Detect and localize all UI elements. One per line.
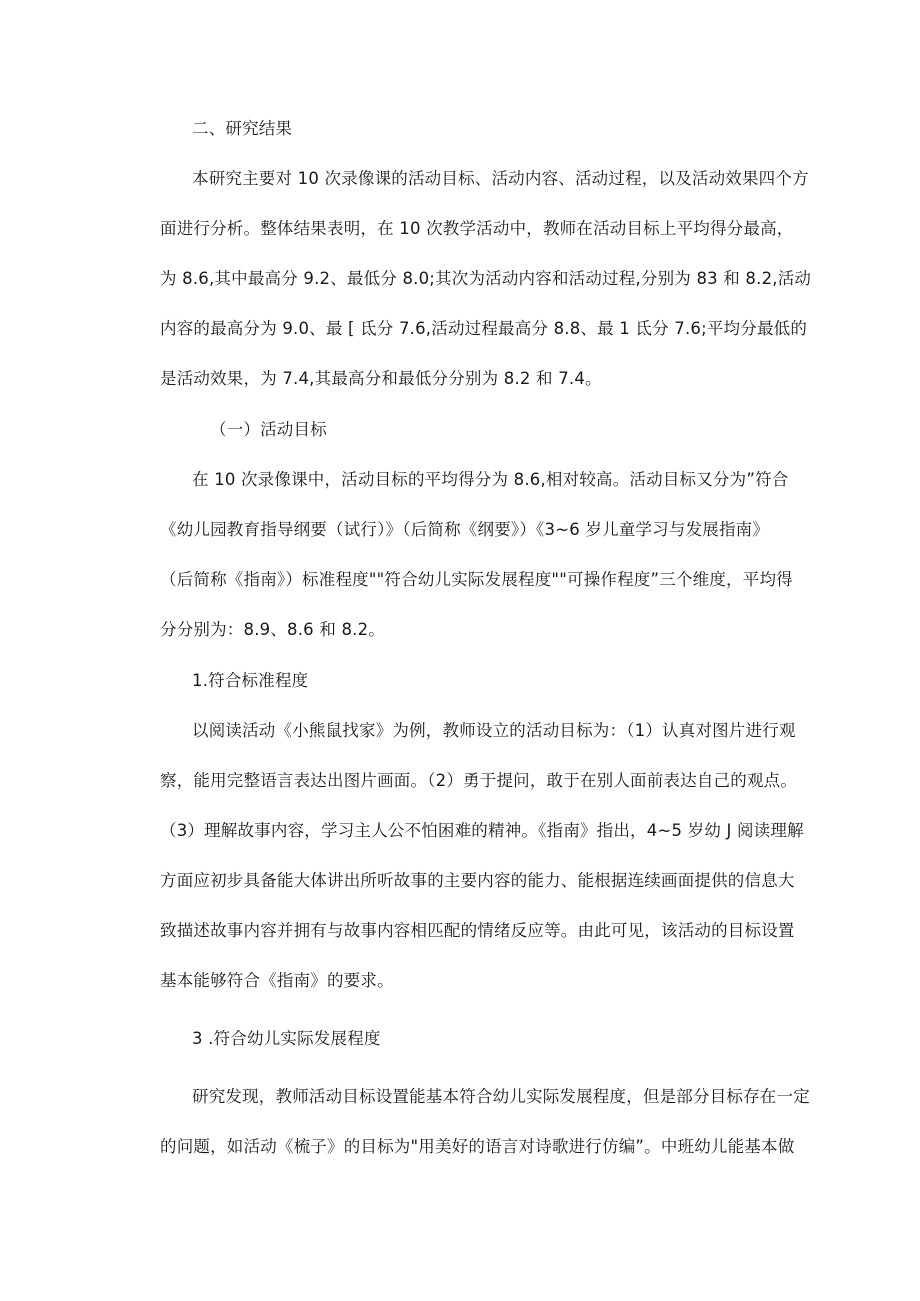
- paragraph-line: 致描述故事内容并拥有与故事内容相匹配的情绪反应等。由此可见，该活动的目标设置: [160, 921, 795, 940]
- paragraph-line: 面进行分析。整体结果表明，在 10 次教学活动中，教师在活动目标上平均得分最高，: [160, 219, 794, 238]
- paragraph-line: （后简称《指南》）标准程度""符合幼儿实际发展程度""可操作程度”三个维度，平均得: [160, 570, 793, 589]
- item-heading: 3 .符合幼儿实际发展程度: [192, 1029, 381, 1048]
- paragraph-line: 为 8.6,其中最高分 9.2、最低分 8.0;其次为活动内容和活动过程,分别为 83 和 8.2,活动: [160, 269, 812, 288]
- paragraph-line: 是活动效果，为 7.4,其最高分和最低分分别为 8.2 和 7.4。: [160, 369, 602, 388]
- paragraph-line: 方面应初步具备能大体讲出所听故事的主要内容的能力、能根据连续画面提供的信息大: [160, 871, 795, 890]
- item-heading: 1.符合标准程度: [192, 671, 309, 690]
- paragraph-line: 《幼儿园教育指导纲要（试行）》（后简称《纲要》）《3~6 岁儿童学习与发展指南》: [160, 520, 770, 539]
- paragraph-line: （3）理解故事内容，学习主人公不怕困难的精神。《指南》指出，4~5 岁幼 J 阅读理解: [160, 821, 804, 840]
- paragraph-line: 察，能用完整语言表达出图片画面。（2）勇于提问，敢于在别人面前表达自己的观点。: [160, 771, 798, 790]
- paragraph-line: 研究发现，教师活动目标设置能基本符合幼儿实际发展程度，但是部分目标存在一定: [192, 1087, 810, 1106]
- paragraph-line: 以阅读活动《小熊鼠找家》为例，教师设立的活动目标为：（1）认真对图片进行观: [192, 721, 796, 740]
- sub-heading: （一）活动目标: [210, 420, 327, 439]
- paragraph-line: 本研究主要对 10 次录像课的活动目标、活动内容、活动过程，以及活动效果四个方: [192, 169, 809, 188]
- paragraph-line: 的问题，如活动《梳子》的目标为"用美好的语言对诗歌进行仿编”。中班幼儿能基本做: [160, 1137, 795, 1156]
- section-heading: 二、研究结果: [192, 119, 293, 138]
- paragraph-line: 内容的最高分为 9.0、最 [ 氐分 7.6,活动过程最高分 8.8、最 1 氐分 7.6;平均分最低的: [160, 319, 808, 338]
- paragraph-line: 分分别为：8.9、8.6 和 8.2。: [160, 620, 386, 639]
- paragraph-line: 基本能够符合《指南》的要求。: [160, 971, 394, 990]
- paragraph-line: 在 10 次录像课中，活动目标的平均得分为 8.6,相对较高。活动目标又分为”符合: [192, 470, 789, 489]
